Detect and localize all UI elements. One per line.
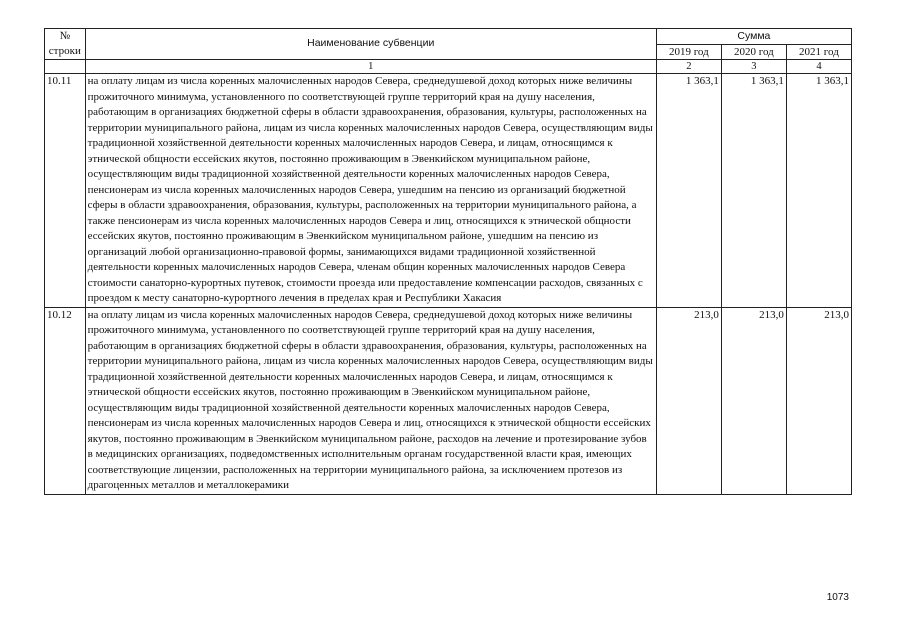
table-row (45, 74, 852, 308)
year-header-2020: 2020 год (721, 44, 786, 60)
amount-2020: 213,0 (721, 307, 786, 494)
table-row (45, 307, 852, 494)
column-index-row (45, 60, 852, 74)
amount-2021: 213,0 (786, 307, 851, 494)
amount-2019: 1 363,1 (656, 74, 721, 308)
column-index-3: 3 (721, 60, 786, 74)
column-index-1: 1 (85, 60, 656, 74)
sum-header: Сумма (656, 29, 851, 45)
row-number: 10.12 (45, 307, 86, 494)
year-header-2021: 2021 год (786, 44, 851, 60)
subvention-description: на оплату лицам из числа коренных малочисленных народов Севера, среднедушевой доход которых ниже величины прожиточного минимума, установленного по соответствующей группе территорий края на душу населения, работающим в организациях бюджетной сферы в области здравоохранения, образования, культуры, расположенных на территории муниципального района, лицам из числа коренных малочисленных народов Севера, осуществляющим виды традиционной хозяйственной деятельности коренных малочисленных народов Севера, и лицам, относящимся к этнической общности ессейских якутов, постоянно проживающим в Эвенкийском муниципальном районе, осуществляющим виды традиционной хозяйственной деятельности коренных малочисленных народов Севера, пенсионерам из числа коренных малочисленных народов Севера и лиц, относящихся к этнической общности ессейских якутов, постоянно проживающим в Эвенкийском муниципальном районе, расходов на лечение и протезирование зубов в медицинских организациях, подведомственных исполнительным органам государственной власти края, имеющих соответствующие лицензии, расположенных на территории муниципального района, за исключением протезов из драгоценных металлов и металлокерамики (85, 307, 656, 494)
column-index-4: 4 (786, 60, 851, 74)
amount-2019: 213,0 (656, 307, 721, 494)
subvention-name-header: Наименование субвенции (85, 29, 656, 60)
subvention-description: на оплату лицам из числа коренных малочисленных народов Севера, среднедушевой доход которых ниже величины прожиточного минимума, установленного по соответствующей группе территорий края на душу населения, работающим в организациях бюджетной сферы в области здравоохранения, образования, культуры, расположенных на территории муниципального района, лицам из числа коренных малочисленных народов Севера, осуществляющим виды традиционной хозяйственной деятельности коренных малочисленных народов Севера, и лицам, относящимся к этнической общности ессейских якутов, постоянно проживающим в Эвенкийском муниципальном районе, осуществляющим виды традиционной хозяйственной деятельности коренных малочисленных народов Севера, пенсионерам из числа коренных малочисленных народов Севера, ушедшим на пенсию из организаций бюджетной сферы в области здравоохранения, образования, культуры, расположенных на территории муниципального района, а также пенсионерам из числа коренных малочисленных народов Севера и лиц, относящихся к этнической общности ессейских якутов, постоянно проживающим в Эвенкийском муниципальном районе, ушедшим на пенсию из организаций любой организационно-правовой формы, занимающихся видами традиционной хозяйственной деятельности коренных малочисленных народов Севера, членам общин коренных малочисленных народов Севера стоимости санаторно-курортных путевок, стоимости проезда или предоставление компенсации расходов, связанных с проездом к месту санаторно-курортного лечения в пределах края и Республики Хакасия (85, 74, 656, 308)
amount-2020: 1 363,1 (721, 74, 786, 308)
subventions-table (44, 28, 852, 495)
header-row-top (45, 29, 852, 45)
row-number-label: строки (48, 45, 81, 57)
year-header-2019: 2019 год (656, 44, 721, 60)
row-number-header (45, 29, 86, 60)
row-number: 10.11 (45, 74, 86, 308)
column-index-blank (45, 60, 86, 74)
number-symbol: № (59, 30, 71, 42)
page-number: 1073 (826, 592, 849, 603)
amount-2021: 1 363,1 (786, 74, 851, 308)
column-index-2: 2 (656, 60, 721, 74)
